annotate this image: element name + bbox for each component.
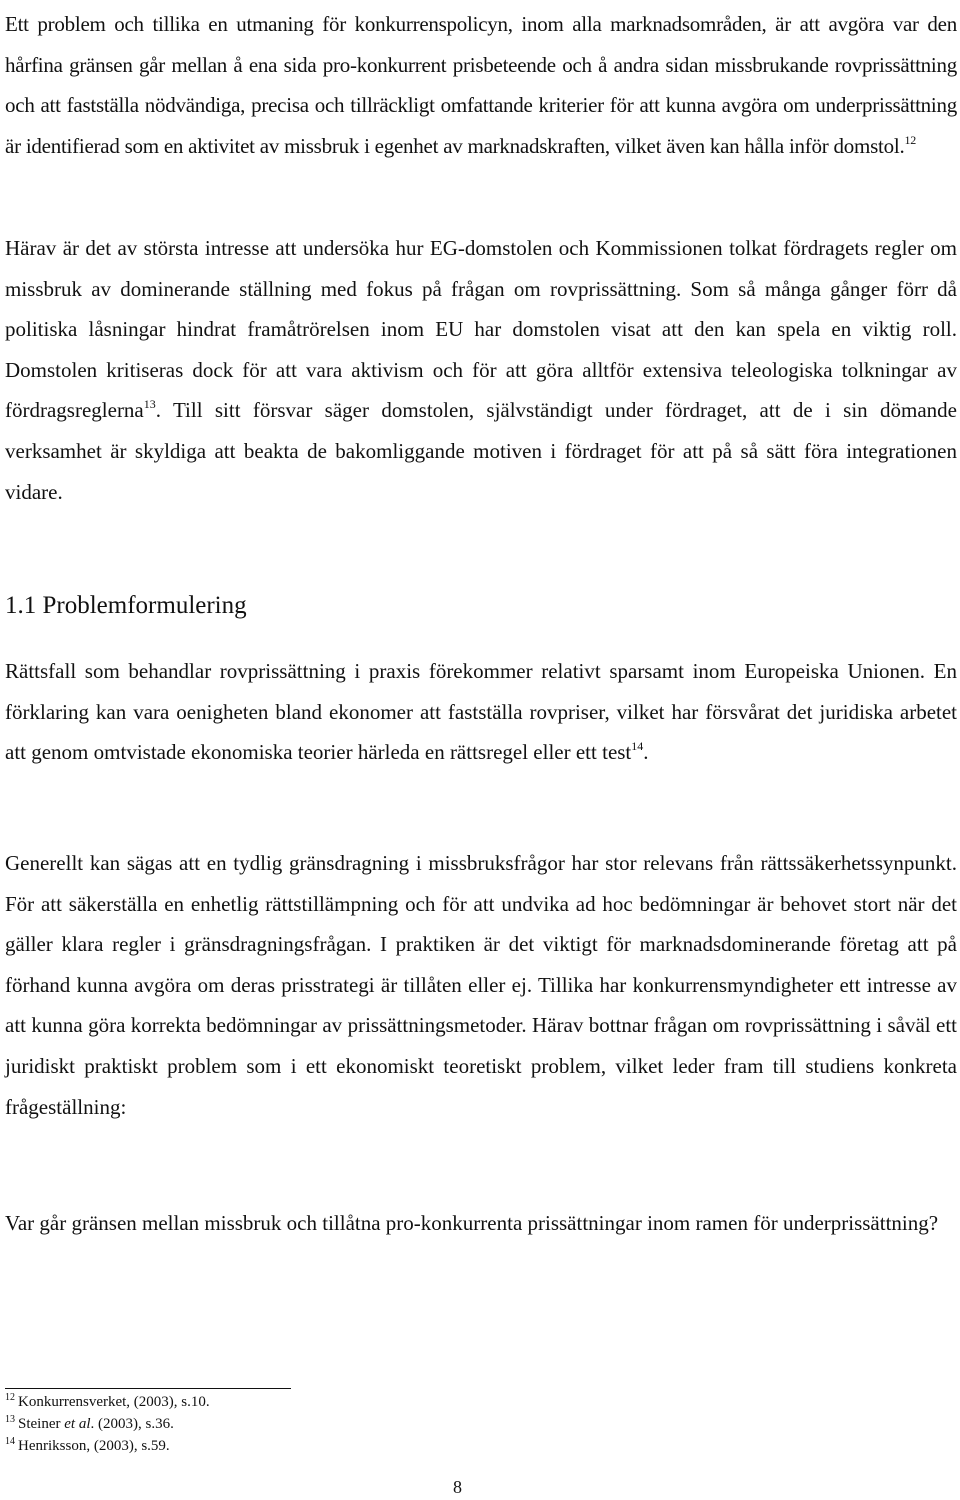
footnote-text: Steiner <box>18 1416 65 1432</box>
footnote-item <box>5 1413 210 1435</box>
footnote-italic-text: et al <box>64 1416 91 1432</box>
footnotes-list <box>5 1391 210 1457</box>
footnote-text-tail: . (2003), s.36. <box>90 1416 174 1432</box>
problem-paragraph-text-a: Rättsfall som behandlar rovprissättning i praxis förekommer relativt sparsamt inom Europeiska Unionen. En förklaring kan vara oenigheten bland ekonomer att fastställa rovpriser, vilket har försvårat det juridiska arbetet att genom omtvistade ekonomiska teorier härleda en rättsregel eller ett test <box>5 659 957 765</box>
problem-paragraph-text-b: . <box>643 740 649 765</box>
footnote-ref-14: 14 <box>631 739 644 754</box>
footnote-number: 14 <box>5 1436 15 1447</box>
footnote-number: 12 <box>5 1392 15 1403</box>
relevance-paragraph: Generellt kan sägas att en tydlig gränsdragning i missbruksfrågor har stor relevans från rättssäkerhetssynpunkt. För att säkerställa en enhetlig rättstillämpning och för att undvika ad hoc bedömningar är behovet stort när det gäller klara regler i gränsdragningsfrågan. I praktiken är det viktigt för marknadsdominerande företag att på förhand kunna avgöra om deras prisstrategi är tillåten eller ej. Tillika har konkurrensmyndigheter ett intresse av att kunna göra korrekta bedömningar av prissättningsmetoder. Härav bottnar frågan om rovprissättning i såväl ett juridiskt praktiskt problem som i ett ekonomiskt teoretiskt problem, vilket leder fram till studiens konkreta frågeställning: <box>5 851 957 1119</box>
section-heading: 1.1 Problemformulering <box>5 592 247 619</box>
problem-paragraph <box>5 651 957 773</box>
intro-paragraph-text: Ett problem och tillika en utmaning för konkurrenspolicyn, inom alla marknadsområden, är att avgöra var den hårfina gränsen går mellan å ena sida pro-konkurrent prisbeteende och å andra sidan missbrukande rovprissättning och att fastställa nödvändiga, precisa och tillräckligt omfattande kriterier för att kunna avgöra om underprissättning är identifierad som en aktivitet av missbruk i egenhet av marknadskraften, vilket även kan hålla inför domstol. <box>5 12 957 158</box>
research-interest-paragraph <box>5 228 957 512</box>
research-interest-text-b: . Till sitt försvar säger domstolen, självständigt under fördraget, att de i sin dömande verksamhet är skyldiga att beakta de bakomliggande motiven i fördraget för att på så sätt föra integrationen vidare. <box>5 398 957 504</box>
footnote-item <box>5 1435 210 1457</box>
intro-paragraph <box>5 4 957 166</box>
footnote-separator <box>5 1388 291 1389</box>
research-question-paragraph: Var går gränsen mellan missbruk och tillåtna pro-konkurrenta prissättningar inom ramen för underprissättning? <box>5 1211 939 1235</box>
footnote-ref-13: 13 <box>143 397 156 412</box>
footnote-item <box>5 1391 210 1413</box>
footnote-text: Konkurrensverket, (2003), s.10. <box>18 1394 210 1410</box>
footnote-number: 13 <box>5 1414 15 1425</box>
page-number: 8 <box>453 1477 462 1497</box>
footnote-text: Henriksson, (2003), s.59. <box>18 1438 170 1454</box>
research-interest-text-a: Härav är det av största intresse att undersöka hur EG-domstolen och Kommissionen tolkat fördragets regler om missbruk av dominerande ställning med fokus på frågan om rovprissättning. Som så många gånger förr då politiska låsningar hindrat framåtrörelsen inom EU har domstolen visat att den kan spela en viktig roll. Domstolen kritiseras dock för att vara aktivism och för att göra alltför extensiva teleologiska tolkningar av fördragsreglerna <box>5 236 957 423</box>
footnote-ref-12: 12 <box>904 132 916 147</box>
